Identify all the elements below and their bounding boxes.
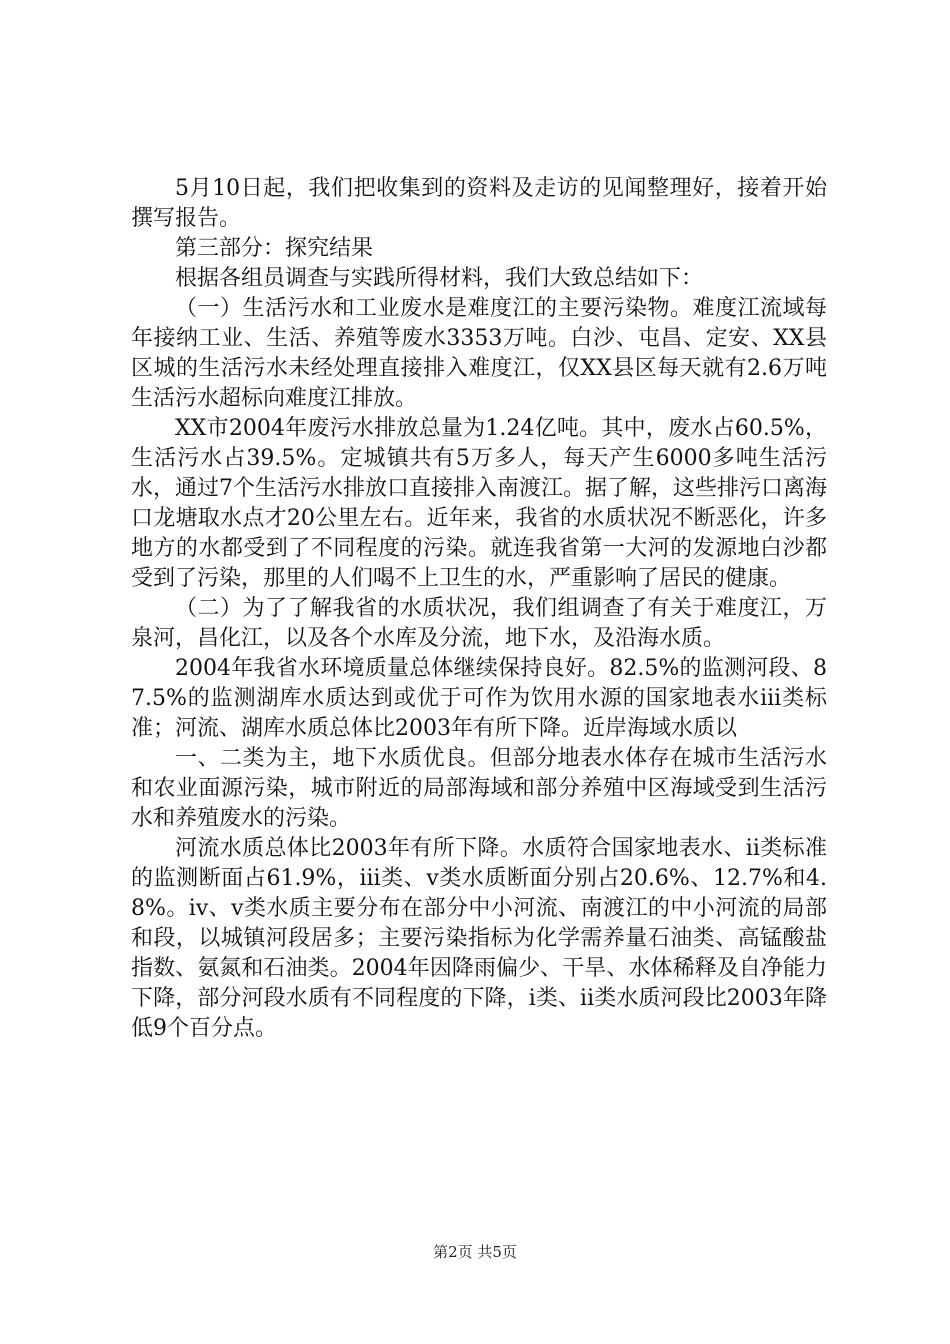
section-heading: 第三部分：探究结果 bbox=[175, 236, 374, 261]
paragraph-intro-date: 5月10日起，我们把收集到的资料及走访的见闻整理好，接着开始撰写报告。 bbox=[131, 176, 827, 231]
paragraph-groundwater: 一、二类为主，地下水质优良。但部分地表水体存在城市生活污水和农业面源污染，城市附近的局部海域和部分养殖中区海域受到生活污水和养殖废水的污染。 bbox=[131, 746, 827, 831]
page-number-footer: 第2页 共5页 bbox=[433, 1243, 517, 1261]
document-body bbox=[131, 174, 827, 1044]
paragraph-summary-intro: 根据各组员调查与实践所得材料，我们大致总结如下： bbox=[175, 266, 704, 291]
paragraph-water-quality-2004: 2004年我省水环境质量总体继续保持良好。82.5%的监测河段、87.5%的监测湖库水质达到或优于可作为饮用水源的国家地表水iii类标准；河流、湖库水质总体比2003年有所下降。近岸海域水质以 bbox=[131, 656, 827, 741]
paragraph-wastewater-stats: XX市2004年废污水排放总量为1.24亿吨。其中，废水占60.5%，生活污水占39.5%。定城镇共有5万多人，每天产生6000多吨生活污水，通过7个生活污水排放口直接排入南渡江。据了解，这些排污口离海口龙塘取水点才20公里左右。近年来，我省的水质状况不断恶化，许多地方的水都受到了不同程度的污染。就连我省第一大河的发源地白沙都受到了污染，那里的人们喝不上卫生的水，严重影响了居民的健康。 bbox=[131, 416, 827, 591]
paragraph-finding-one: （一）生活污水和工业废水是难度江的主要污染物。难度江流域每年接纳工业、生活、养殖等废水3353万吨。白沙、屯昌、定安、XX县区城的生活污水未经处理直接排入难度江，仅XX县区每天就有2.6万吨生活污水超标向难度江排放。 bbox=[131, 296, 827, 411]
paragraph-river-quality: 河流水质总体比2003年有所下降。水质符合国家地表水、ii类标准的监测断面占61.9%，iii类、v类水质断面分别占20.6%、12.7%和4.8%。iv、v类水质主要分布在部分中小河流、南渡江的中小河流的局部和段，以城镇河段居多；主要污染指标为化学需养量石油类、高锰酸盐指数、氨氮和石油类。2004年因降雨偏少、干旱、水体稀释及自净能力下降，部分河段水质有不同程度的下降，i类、ii类水质河段比2003年降低9个百分点。 bbox=[131, 836, 827, 1041]
paragraph-finding-two: （二）为了了解我省的水质状况，我们组调查了有关于难度江，万泉河，昌化江，以及各个水库及分流，地下水，及沿海水质。 bbox=[131, 596, 827, 651]
